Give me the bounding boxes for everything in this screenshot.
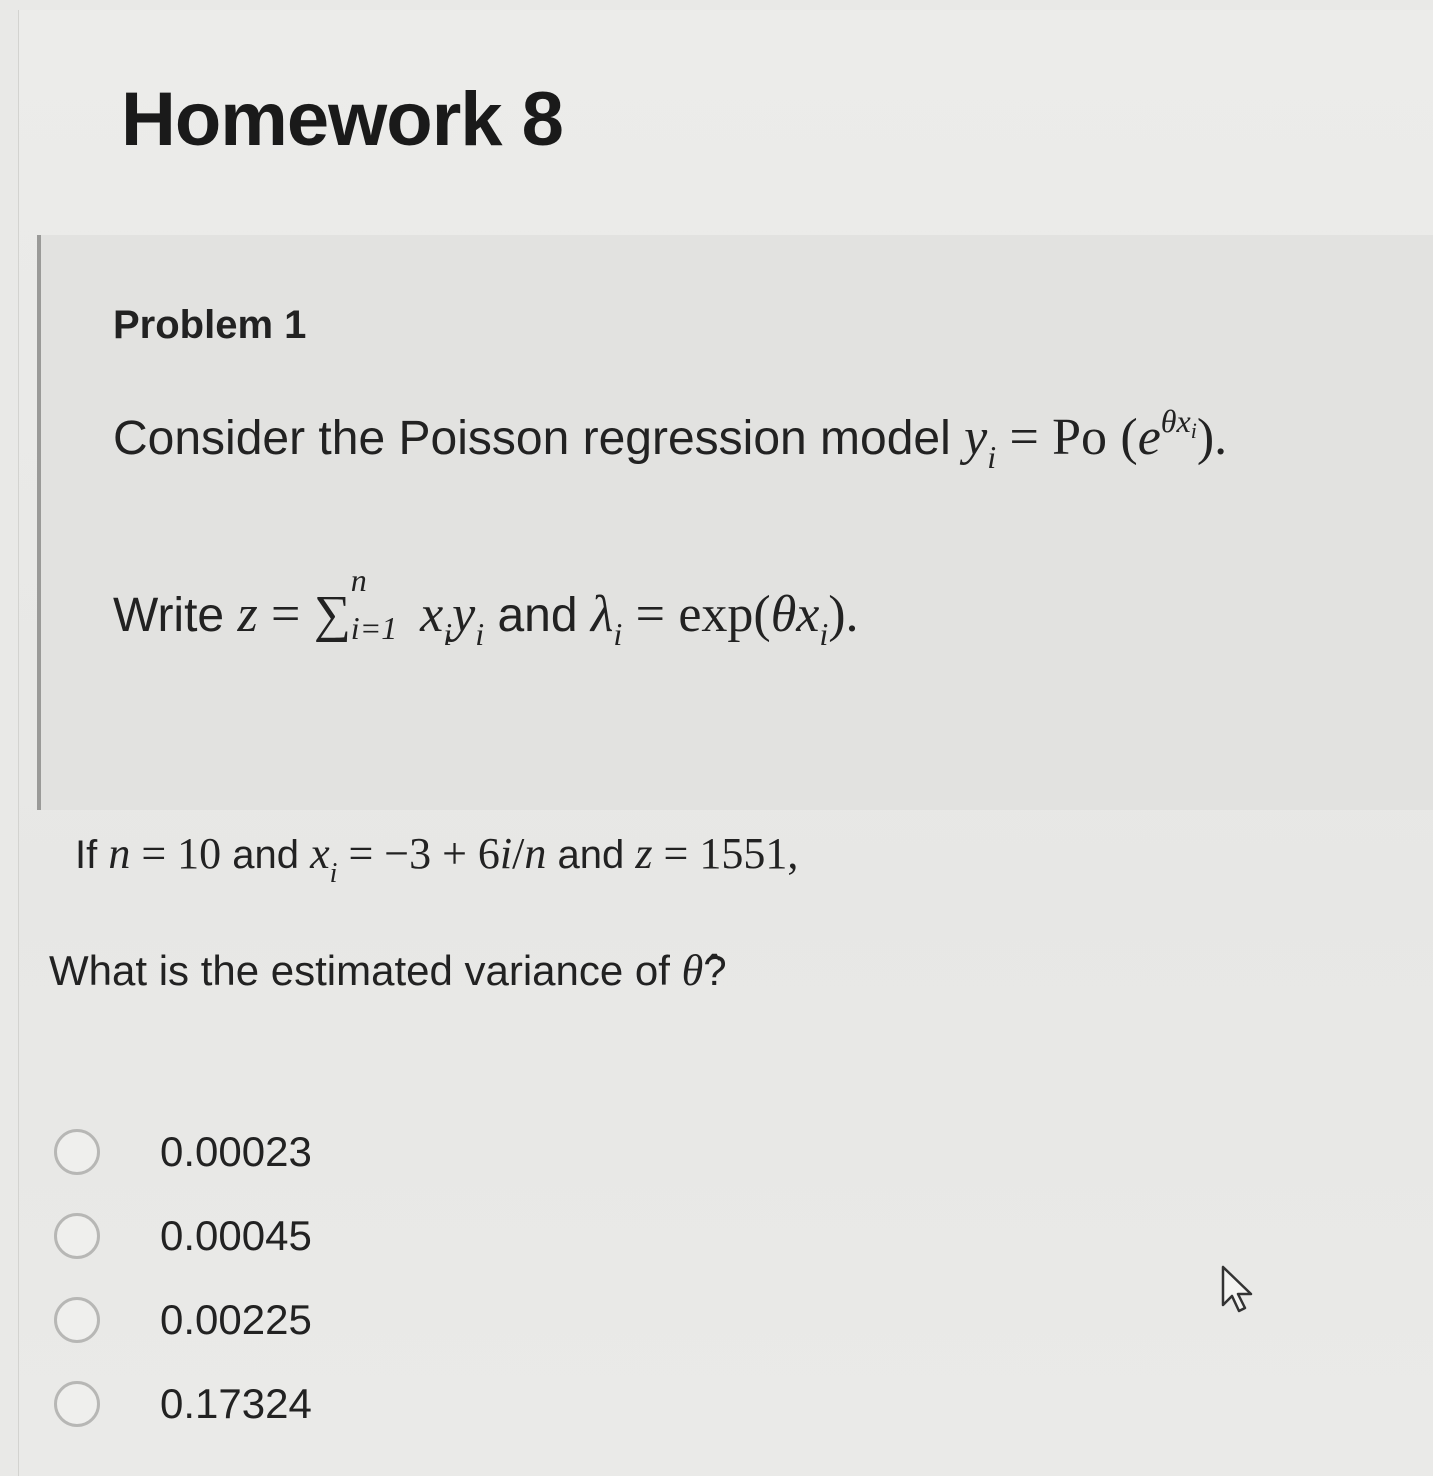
paren-close: ) [1196, 409, 1215, 466]
option-label: 0.17324 [160, 1380, 312, 1427]
definition-statement: Write z = ∑ n i=1 $x_iy_i$ and $\lambda_i = \exp(\theta x_i)$. [113, 562, 859, 652]
math-po: Po [1052, 409, 1108, 466]
model-statement: Consider the Poisson regression model $y_i = Po$ $(e^{\theta x_i})$. [113, 403, 1228, 475]
page [18, 10, 1433, 1476]
option-label: 0.00225 [160, 1296, 312, 1343]
option-3[interactable] [54, 1278, 474, 1362]
paren-open: ( [1120, 409, 1138, 466]
option-label: 0.00045 [160, 1212, 312, 1259]
statement-text: Consider the Poisson regression model [113, 412, 965, 465]
math-y: y [964, 409, 988, 466]
question-text: What is the estimated variance of θ̂? [49, 946, 727, 995]
option-1[interactable] [54, 1110, 474, 1194]
math-e: e [1137, 409, 1161, 466]
math-eq: = [1009, 409, 1039, 466]
problem-panel [37, 235, 1433, 810]
radio-button[interactable] [54, 1213, 100, 1259]
theta-hat: θ̂ [681, 946, 704, 995]
math-y-sub: i [987, 439, 997, 475]
math-exponent: θxi [1160, 403, 1197, 443]
answer-options [54, 1110, 474, 1446]
problem-title: Problem 1 [113, 303, 307, 347]
given-values: If n = 10 and $x_i = -3 + 6i/n$ and z = 1551, [75, 829, 799, 889]
mouse-pointer-icon [1219, 1265, 1259, 1315]
radio-button[interactable] [54, 1297, 100, 1343]
page-title: Homework 8 [121, 77, 563, 162]
radio-button[interactable] [54, 1381, 100, 1427]
option-4[interactable] [54, 1362, 474, 1446]
sum-symbol: ∑ [313, 586, 351, 643]
radio-button[interactable] [54, 1129, 100, 1175]
option-2[interactable] [54, 1194, 474, 1278]
option-label: 0.00023 [160, 1128, 312, 1175]
